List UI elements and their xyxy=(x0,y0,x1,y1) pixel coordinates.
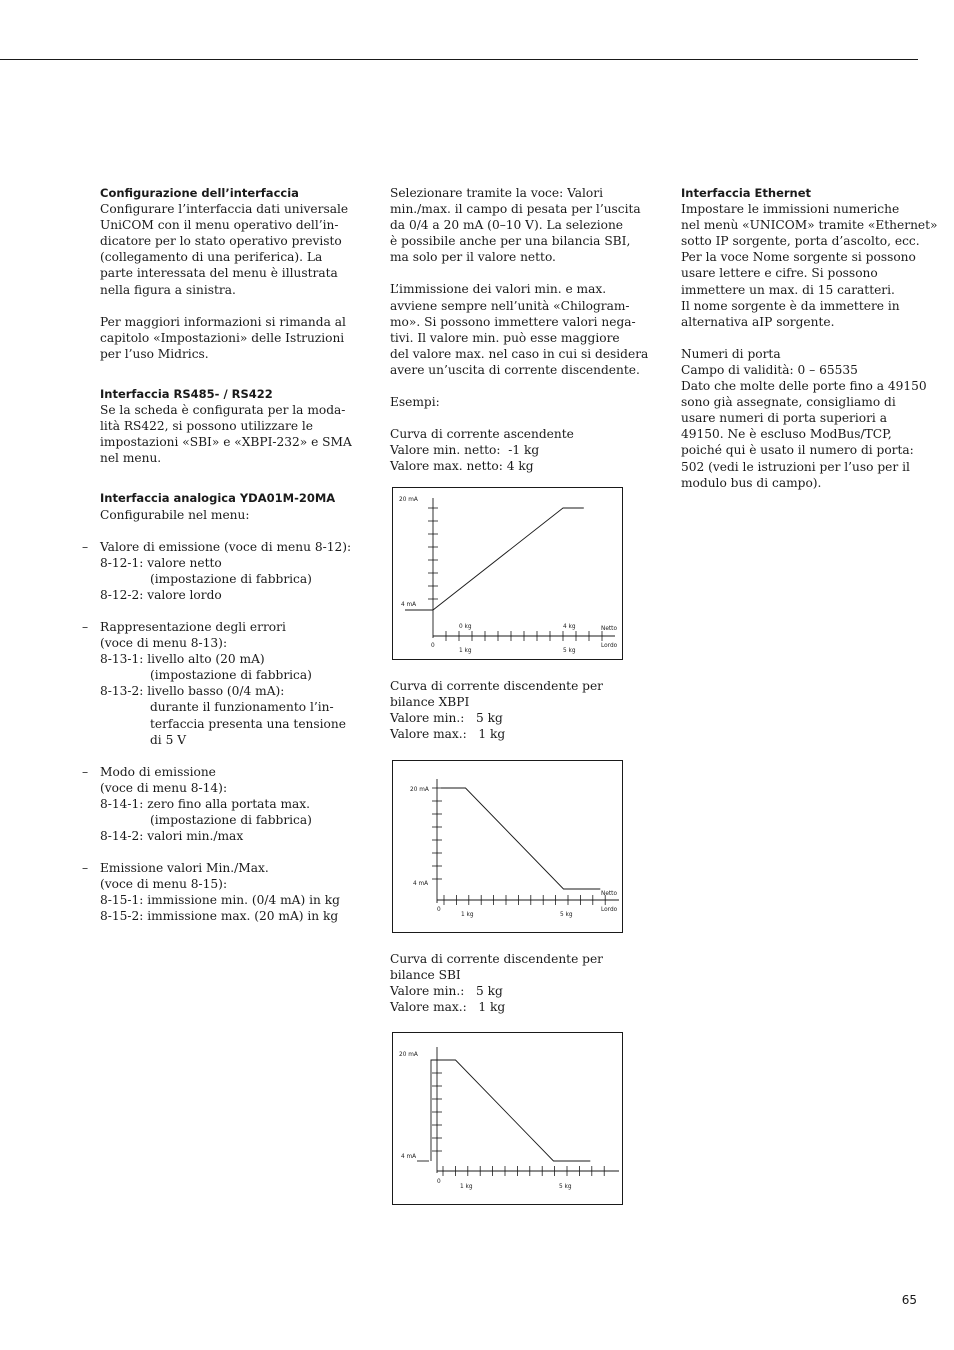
lordo-label: Lordo xyxy=(601,907,618,913)
lordo-tick-1kg: 1 kg xyxy=(459,648,472,654)
section-title-rs485: Interfaccia RS485- / RS422 xyxy=(100,386,273,401)
examples-label: Esempi: xyxy=(390,395,440,410)
chart-xbpi-svg xyxy=(393,761,622,932)
section-title-ethernet: Interfaccia Ethernet xyxy=(681,186,812,200)
lordo-tick-5kg: 5 kg xyxy=(559,1184,572,1190)
list-item: – Modo di emissione (voce di menu 8-14): 8-14-1: zero fino alla portata max. (impostazione di fabbrica) 8-14-2: valori min./max xyxy=(82,764,312,844)
list-item: – Valore di emissione (voce di menu 8-12): 8-12-1: valore netto (impostazione di fabbrica) 8-12-2: valore lordo xyxy=(82,539,352,602)
analog-intro: Configurabile nel menu: xyxy=(100,507,250,522)
chart-ascending xyxy=(392,487,623,660)
lordo-tick-5kg: 5 kg xyxy=(563,648,576,654)
column-left xyxy=(82,185,352,925)
y-label-20ma: 20 mA xyxy=(410,787,429,793)
lordo-tick-0: 0 xyxy=(437,1179,441,1185)
chart-ascending-svg xyxy=(393,488,622,659)
list-item: – Rappresentazione degli errori (voce di menu 8-13): 8-13-1: livello alto (20 mA) (impostazione di fabbrica) 8-13-2: livello basso (0/4 mA): durante il funzionamento l’in- terfaccia presenta una tensione di 5 V xyxy=(82,619,346,747)
current-curve xyxy=(431,1060,590,1161)
y-label-4ma: 4 mA xyxy=(413,881,429,887)
y-label-4ma: 4 mA xyxy=(401,602,417,608)
netto-tick-4kg: 4 kg xyxy=(563,624,576,630)
chart-xbpi xyxy=(392,760,623,933)
example-sbi: Curva di corrente discendente per bilance SBI Valore min.: 5 kg Valore max.: 1 kg xyxy=(390,952,603,1015)
example-ascending: Curva di corrente ascendente Valore min. netto: -1 kg Valore max. netto: 4 kg xyxy=(390,427,574,474)
chart-sbi xyxy=(392,1032,623,1205)
chart-sbi-svg xyxy=(393,1033,622,1204)
list-item: – Emissione valori Min./Max. (voce di menu 8-15): 8-15-1: immissione min. (0/4 mA) in kg 8-15-2: immissione max. (20 mA) in kg xyxy=(82,861,340,924)
column-right xyxy=(681,185,938,491)
port-paragraph: Numeri di porta Campo di validità: 0 – 65535 Dato che molte delle porte fino a 49150 sono già assegnate, consigliamo di usare numeri di porta superiori a 49150. Ne è escluso ModBus/TCP, poiché qui è usato il numero di porta: 502 (vedi le istruzioni per l’uso per il modulo bus di campo). xyxy=(681,346,927,490)
example-xbpi: Curva di corrente discendente per bilance XBPI Valore min.: 5 kg Valore max.: 1 kg xyxy=(390,679,603,742)
current-curve xyxy=(405,508,584,610)
netto-label: Netto xyxy=(601,626,617,632)
info-paragraph: Per maggiori informazioni si rimanda al capitolo «Impostazioni» delle Istruzioni per l’uso Midrics. xyxy=(100,314,346,361)
rs485-paragraph: Se la scheda è configurata per la moda- lità RS422, si possono utilizzare le impostazioni «SBI» e «XBPI-232» e SMA nel menu. xyxy=(100,403,352,466)
lordo-label: Lordo xyxy=(601,643,618,649)
range-paragraph: Selezionare tramite la voce: Valori min./max. il campo di pesata per l’uscita da 0/4 a 20 mA (0–10 V). La selezione è possibile anche per una bilancia SBI, ma solo per il valore netto. xyxy=(390,186,641,265)
column-middle xyxy=(390,185,649,474)
section-title-analog: Interfaccia analogica YDA01M-20MA xyxy=(100,491,336,506)
lordo-tick-1kg: 1 kg xyxy=(460,1184,473,1190)
y-label-20ma: 20 mA xyxy=(399,497,418,503)
y-label-20ma: 20 mA xyxy=(399,1052,418,1058)
current-curve xyxy=(441,788,600,889)
units-paragraph: L’immissione dei valori min. e max. avviene sempre nell’unità «Chilogram- mo». Si possono immettere valori nega- tivi. Il valore min. può esse maggiore del valore max. nel caso in cui si desidera avere un’uscita di corrente discendente. xyxy=(390,282,649,377)
page-number: 65 xyxy=(901,1293,917,1307)
lordo-tick-1kg: 1 kg xyxy=(461,912,474,918)
ethernet-paragraph: Impostare le immissioni numeriche nel menù «UNICOM» tramite «Ethernet» sotto IP sorgente, porta d’ascolto, ecc. Per la voce Nome sorgente si possono usare lettere e cifre. Si possono immettere un max. di 15 caratteri. Il nome sorgente è da immettere in alternativa aIP sorgente. xyxy=(681,202,938,329)
lordo-tick-0: 0 xyxy=(437,907,441,913)
y-label-4ma: 4 mA xyxy=(401,1154,417,1160)
lordo-tick-5kg: 5 kg xyxy=(560,912,573,918)
config-paragraph: Configurare l’interfaccia dati universale UniCOM con il menu operativo dell’in- dicatore per lo stato operativo previsto (collegamento di una periferica). La parte interessata del menu è illustrata nella figura a sinistra. xyxy=(100,202,349,297)
lordo-tick-0: 0 xyxy=(431,643,435,649)
netto-tick-0kg: 0 kg xyxy=(459,624,472,630)
netto-label: Netto xyxy=(601,891,617,897)
section-title-config: Configurazione dell’interfaccia xyxy=(100,186,299,200)
header-rule xyxy=(0,59,918,60)
